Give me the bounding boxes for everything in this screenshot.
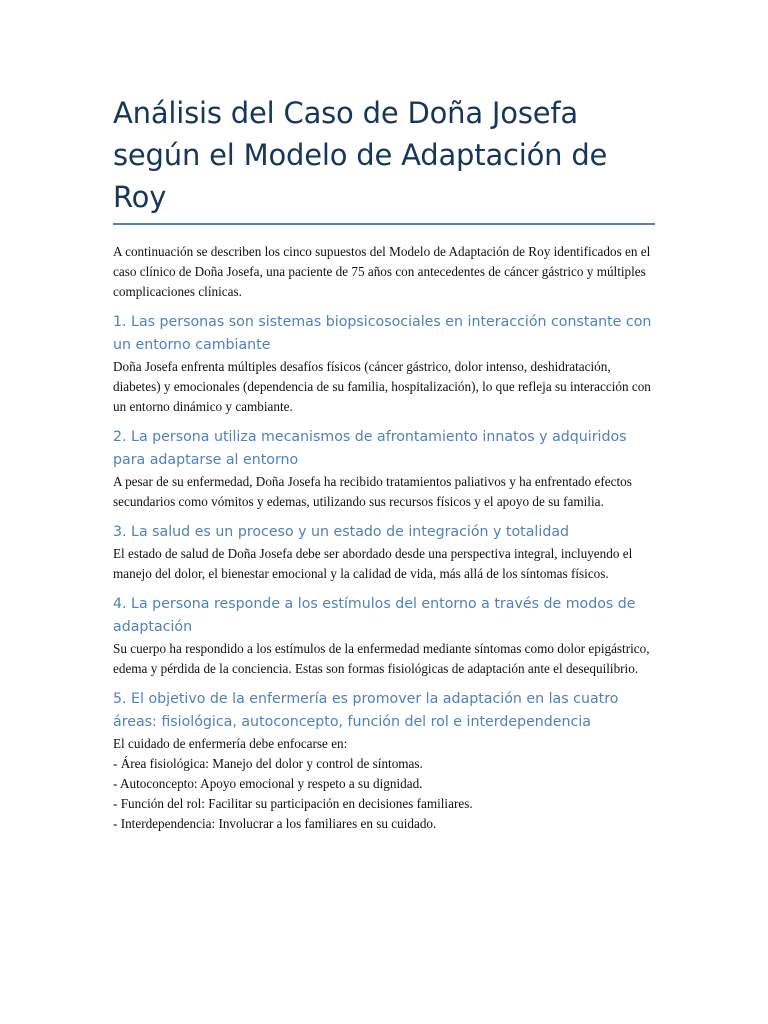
- section-body: Su cuerpo ha respondido a los estímulos de la enfermedad mediante síntomas como dolor epigástrico, edema y pérdida de la conciencia. Estas son formas fisiológicas de adaptación ante el desequilibrio.: [113, 641, 650, 676]
- section-body: El estado de salud de Doña Josefa debe ser abordado desde una perspectiva integral, incluyendo el manejo del dolor, el bienestar emocional y la calidad de vida, más allá de los síntomas físicos.: [113, 546, 633, 581]
- section-heading: 1. Las personas son sistemas biopsicosociales en interacción constante con un entorno cambiante: [113, 314, 652, 353]
- section-1: [113, 311, 655, 417]
- title-divider: [113, 223, 655, 225]
- list-item: - Área fisiológica: Manejo del dolor y control de síntomas.: [113, 756, 423, 771]
- section-heading: 3. La salud es un proceso y un estado de integración y totalidad: [113, 524, 570, 540]
- intro-paragraph: A continuación se describen los cinco supuestos del Modelo de Adaptación de Roy identificados en el caso clínico de Doña Josefa, una paciente de 75 años con antecedentes de cáncer gástrico y múltiples complicaciones clínicas.: [113, 244, 651, 299]
- section-heading: 2. La persona utiliza mecanismos de afrontamiento innatos y adquiridos para adaptarse al entorno: [113, 429, 627, 468]
- section-2: [113, 426, 655, 512]
- section-body: A pesar de su enfermedad, Doña Josefa ha recibido tratamientos paliativos y ha enfrentado efectos secundarios como vómitos y edemas, utilizando sus recursos físicos y el apoyo de su familia.: [113, 474, 632, 509]
- list-item: - Autoconcepto: Apoyo emocional y respeto a su dignidad.: [113, 776, 423, 791]
- section-4: [113, 593, 655, 679]
- section-5: [113, 688, 655, 834]
- section-heading: 5. El objetivo de la enfermería es promover la adaptación en las cuatro áreas: fisiológica, autoconcepto, función del rol e interdependencia: [113, 691, 619, 730]
- section-body: El cuidado de enfermería debe enfocarse en:: [113, 736, 348, 751]
- list-item: - Función del rol: Facilitar su participación en decisiones familiares.: [113, 796, 473, 811]
- document-title: Análisis del Caso de Doña Josefa según el Modelo de Adaptación de Roy: [113, 96, 608, 214]
- section-3: [113, 521, 655, 584]
- section-heading: 4. La persona responde a los estímulos del entorno a través de modos de adaptación: [113, 596, 636, 635]
- care-areas-list: [113, 754, 655, 834]
- list-item: - Interdependencia: Involucrar a los familiares en su cuidado.: [113, 816, 437, 831]
- section-body: Doña Josefa enfrenta múltiples desafíos físicos (cáncer gástrico, dolor intenso, deshidratación, diabetes) y emocionales (dependencia de su familia, hospitalización), lo que refleja su interacción con un entorno dinámico y cambiante.: [113, 359, 651, 414]
